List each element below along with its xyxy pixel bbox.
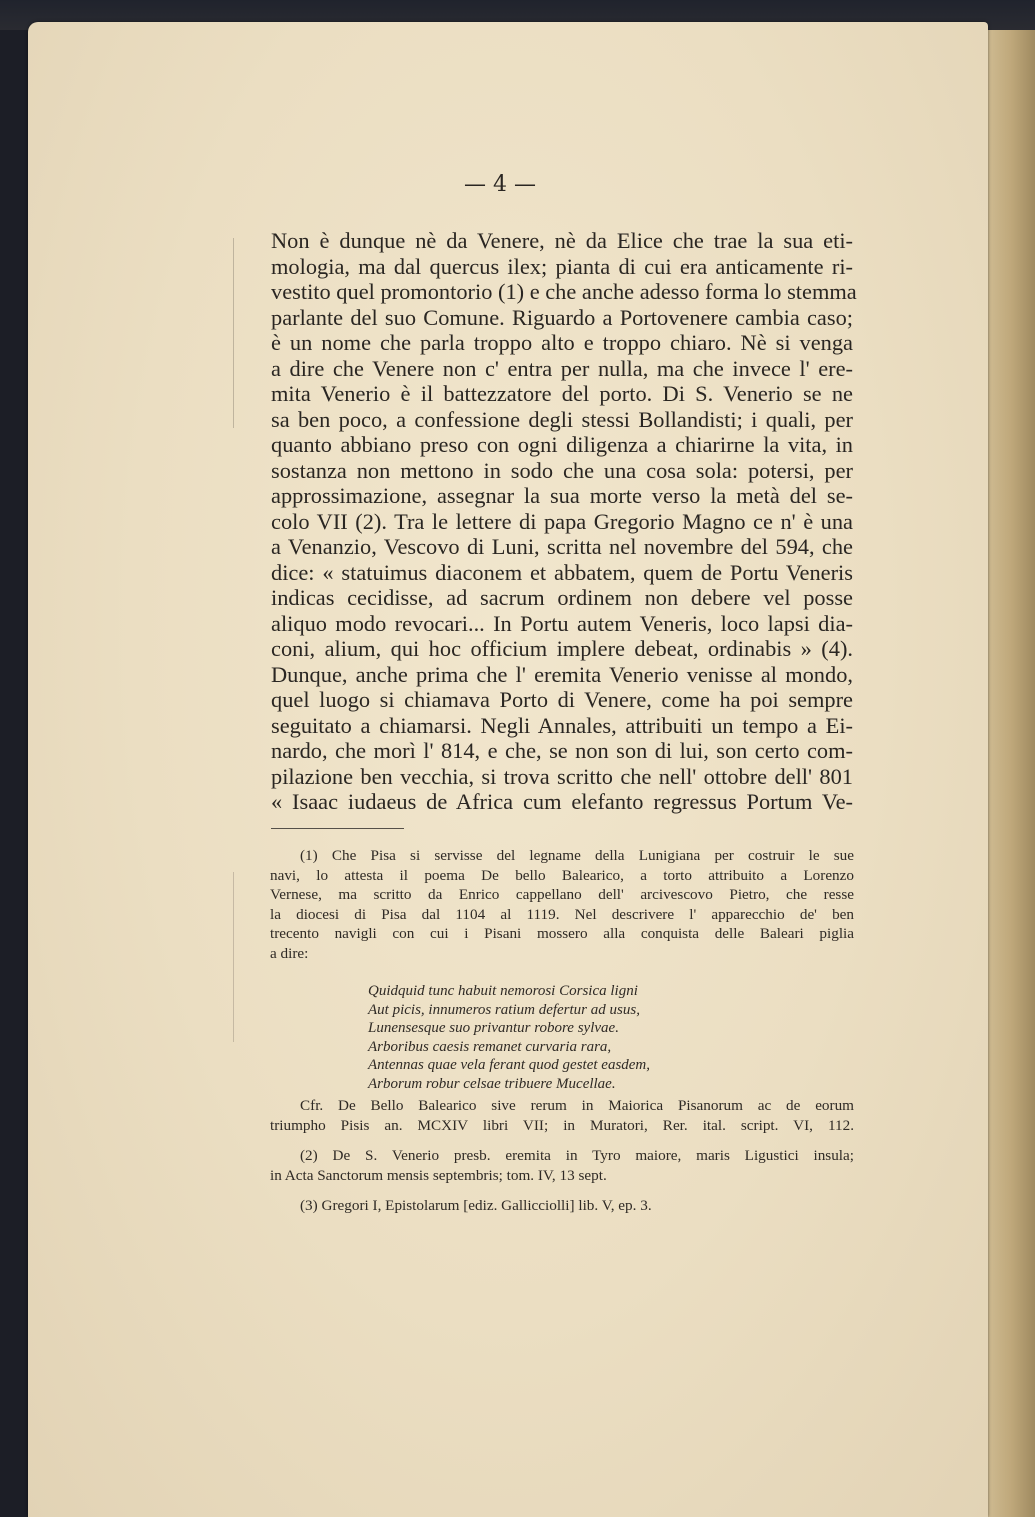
text-line: sa ben poco, a confessione degli stessi Bollandisti; i quali, per [271, 406, 853, 432]
text-line: è un nome che parla troppo alto e troppo chiaro. Nè si venga [271, 330, 853, 355]
text-line: coni, alium, qui hoc officium implere debeat, ordinabis » (4). [271, 636, 853, 661]
text-line: sostanza non mettono in sodo che una cosa sola: potersi, per [271, 457, 853, 483]
cfr-note [270, 1096, 854, 1135]
text-line: approssimazione, assegnar la sua morte verso la metà del se- [271, 483, 853, 508]
footnote-line: (2) De S. Venerio presb. eremita in Tyro maiore, maris Ligustici insula; [300, 1147, 854, 1164]
text-line: mologia, ma dal quercus ilex; pianta di cui era anticamente ri- [271, 253, 853, 279]
footnote-line: (1) Che Pisa si servisse del legname della Lunigiana per costruir le sue [300, 847, 854, 864]
text-line: dice: « statuimus diaconem et abbatem, quem de Portu Veneris [271, 559, 853, 585]
footnote-line: in Acta Sanctorum mensis septembris; tom. IV, 13 sept. [270, 1166, 607, 1184]
footnote-rule [271, 828, 404, 829]
page-number: — 4 — [464, 172, 536, 197]
text-line: quel luogo si chiamava Porto di Venere, come ha poi sempre [271, 687, 853, 712]
footnote-1 [270, 846, 854, 964]
text-line: quanto abbiano preso con ogni diligenza a chiarirne la vita, in [271, 432, 853, 457]
footnote-line: la diocesi di Pisa dal 1104 al 1119. Nel descrivere l' apparecchio de' ben [270, 905, 854, 923]
footnote-line: navi, lo attesta il poema De bello Balearico, a torto attribuito a Lorenzo [270, 866, 854, 884]
footnote-2 [270, 1146, 854, 1185]
footnote-line: (3) Gregori I, Epistolarum [ediz. Gallicciolli] lib. V, ep. 3. [300, 1197, 652, 1214]
text-line: a dire che Venere non c' entra per nulla, ma che invece l' ere- [271, 355, 853, 381]
poem-line: Arboribus caesis remanet curvaria rara, [368, 1038, 612, 1055]
text-line: Non è dunque nè da Venere, nè da Elice che trae la sua eti- [271, 228, 853, 253]
main-text [271, 228, 857, 815]
footnote-line: a dire: [270, 944, 309, 962]
latin-poem [368, 982, 788, 1094]
pencil-mark [233, 238, 248, 428]
text-line: mita Venerio è il battezzatore del porto. Di S. Venerio se ne [271, 381, 853, 406]
poem-line: Lunensesque suo privantur robore sylvae. [368, 1020, 619, 1037]
text-line: indicas cecidisse, ad sacrum ordinem non debere vel posse [271, 585, 853, 610]
text-line: nardo, che morì l' 814, e che, se non son di lui, son certo com- [271, 738, 853, 763]
poem-line: Quidquid tunc habuit nemorosi Corsica ligni [368, 983, 638, 999]
footnote-line: Vernese, ma scritto da Enrico cappellano dell' arcivescovo Pietro, che resse [270, 886, 854, 904]
text-line: colo VII (2). Tra le lettere di papa Gregorio Magno ce n' è una [271, 508, 853, 534]
text-line: vestito quel promontorio (1) e che anche adesso forma lo stemma [271, 279, 857, 304]
text-line: seguitato a chiamarsi. Negli Annales, attribuiti un tempo a Ei- [271, 712, 853, 738]
text-line: « Isaac iudaeus de Africa cum elefanto regressus Portum Ve- [271, 789, 853, 814]
text-line: parlante del suo Comune. Riguardo a Portovenere cambia caso; [271, 304, 853, 330]
footnote-line: trecento navigli con cui i Pisani mossero alla conquista delle Baleari piglia [270, 925, 854, 943]
text-line: pilazione ben vecchia, si trova scritto che nell' ottobre dell' 801 [271, 763, 853, 789]
poem-line: Arborum robur celsae tribuere Mucellae. [368, 1075, 616, 1092]
poem-line: Antennas quae vela ferant quod gestet easdem, [368, 1057, 651, 1074]
pencil-mark [233, 872, 248, 1042]
footnote-3 [270, 1196, 854, 1216]
poem-line: Aut picis, innumeros ratium defertur ad usus, [368, 1001, 640, 1018]
text-line: a Venanzio, Vescovo di Luni, scritta nel novembre del 594, che [271, 534, 853, 559]
footnote-line: Cfr. De Bello Balearico sive rerum in Maiorica Pisanorum ac de eorum [300, 1097, 854, 1114]
text-line: aliquo modo revocari... In Portu autem Veneris, loco lapsi dia- [271, 610, 853, 636]
text-line: Dunque, anche prima che l' eremita Venerio venisse al mondo, [271, 661, 853, 687]
footnote-line: triumpho Pisis an. MCXIV libri VII; in Muratori, Rer. ital. script. VI, 112. [270, 1116, 854, 1134]
